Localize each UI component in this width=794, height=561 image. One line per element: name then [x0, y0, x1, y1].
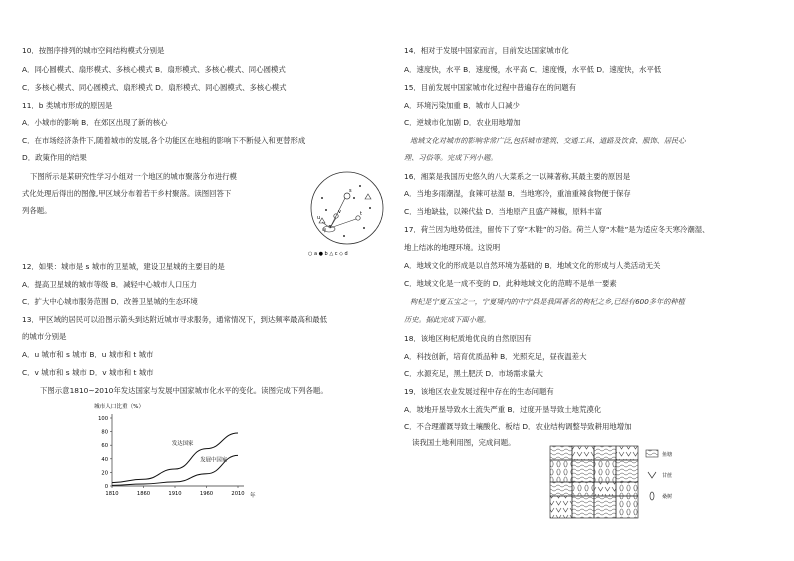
- settlement-distribution-figure: [300, 168, 394, 260]
- x-tick-label: 1860: [136, 491, 151, 497]
- intro1-line2: 式化处理后得出的图像,甲区域分布着若干乡村聚落。读图回答下: [22, 189, 232, 198]
- legend-mulberry-label: 桑树: [662, 494, 673, 500]
- q17-options-ab: A．地域文化的形成是以自然环境为基础的 B．地域文化的形成与人类活动无关: [404, 261, 661, 270]
- y-tick-label: 100: [98, 416, 108, 422]
- q16-options-cd: C．当地缺盐，以辣代盐 D．当地原产且盛产辣椒，原料丰富: [404, 207, 602, 216]
- legend-mulberry-icon: [650, 492, 654, 500]
- x-tick-label: 1960: [199, 491, 214, 497]
- city-label-t: t: [360, 211, 362, 217]
- x-tick-label: 2010: [231, 491, 245, 497]
- q12-options-ab: A．提高卫星城的城市等级 B．减轻中心城市人口压力: [22, 280, 198, 289]
- q16-options-ab: A．当地多雨潮湿，食辣可祛湿 B．当地寒冷，重油重辣食物便于保存: [404, 189, 631, 198]
- q13-stem-line2: 的城市分别是: [22, 332, 67, 341]
- q15-options-ab: A．环境污染加重 B．城市人口减少: [404, 101, 520, 110]
- intro3: 读我国土地利用图，完成问题。: [412, 438, 516, 447]
- urbanization-line-chart: [80, 398, 265, 500]
- q13-options-cd: C．v 城市和 s 城市 D．v 城市和 t 城市: [22, 368, 154, 377]
- q13-options-ab: A．u 城市和 s 城市 B．u 城市和 t 城市: [22, 350, 154, 359]
- x-tick-label: 1910: [168, 491, 182, 497]
- passage1-line1: 地域文化对城市的影响非常广泛,包括城市建筑、交通工具、道路及饮食、服饰、居民心: [410, 136, 686, 145]
- y-tick-label: 40: [101, 456, 108, 463]
- city-label-u: u: [317, 215, 321, 221]
- q11-stem: 11．b 类城市形成的原因是: [22, 101, 113, 110]
- x-tick-label: 1810: [105, 491, 119, 497]
- city-label-v: v: [338, 209, 341, 215]
- q18-options-ab: A．科技创新，培育优质品种 B．光照充足，昼夜温差大: [404, 352, 587, 361]
- y-tick-label: 60: [101, 443, 108, 450]
- region-label-jia: 甲: [322, 229, 327, 234]
- series-label-developing: 发展中国家: [200, 457, 228, 464]
- legend-sugarcane-label: 甘蔗: [662, 473, 673, 479]
- legend-fishpond-label: 鱼塘: [662, 452, 673, 458]
- passage2-line2: 历史。据此完成下面小题。: [404, 315, 491, 324]
- intro1-line3: 列各题。: [22, 206, 52, 215]
- q14-options: A．速度快，水平 B．速度慢，水平高 C．速度慢，水平低 D．速度快，水平低: [404, 65, 662, 74]
- intro2: 下图示意1810~2010年发达国家与发展中国家城市化水平的变化。读图完成下列各题。: [40, 386, 328, 395]
- y-tick-label: 80: [101, 429, 108, 436]
- chart-ylabel: 城市人口比重（%）: [94, 404, 145, 410]
- land-use-figure: [548, 444, 698, 520]
- q12-options-cd: C．扩大中心城市服务范围 D．改善卫星城的生态环境: [22, 297, 198, 306]
- q18-options-cd: C．水源充足，黑土肥沃 D．市场需求量大: [404, 369, 543, 378]
- q15-stem: 15．目前发展中国家城市化过程中普遍存在的问题有: [404, 83, 577, 92]
- city-label-s: s: [349, 188, 352, 194]
- chart-xlabel: 年: [250, 493, 256, 499]
- q10-stem: 10．按图序排列的城市空间结构模式分别是: [22, 46, 165, 55]
- passage2-line1: 枸杞是宁夏五宝之一，宁夏境内的中宁县是我国著名的枸杞之乡,已经有600多年的种植: [410, 297, 685, 306]
- q11-option-c: C．在市场经济条件下,随着城市的发展,各个功能区在地租的影响下不断侵入和更替形成: [22, 136, 306, 145]
- q11-options-ab: A．小城市的影响 B．在郊区出现了新的核心: [22, 118, 168, 127]
- q13-stem-line1: 13．甲区域的居民可以沿图示箭头到达附近城市寻求服务，通常情况下，到达频率最高和最低: [22, 315, 328, 324]
- y-tick-label: 0: [104, 484, 108, 490]
- y-tick-label: 20: [101, 470, 108, 477]
- figure-legend: ○ a ● b △ c ◇ d: [308, 251, 348, 257]
- q16-stem: 16．湘菜是我国历史悠久的八大菜系之一以辣著称,其最主要的原因是: [404, 172, 631, 181]
- q15-options-cd: C．逆城市化加剧 D．农业用地增加: [404, 118, 521, 127]
- q17-options-cd: C．地域文化是一成不变的 D．此种地域文化的范畴不是单一要素: [404, 279, 617, 288]
- legend-sugarcane-icon: [648, 472, 656, 478]
- q18-stem: 18．该地区枸杞质地优良的自然原因有: [404, 334, 532, 343]
- q11-option-d: D．政策作用的结果: [22, 153, 87, 162]
- intro1-line1: 下图所示是某研究性学习小组对一个地区的城市聚落分布进行模: [30, 172, 237, 181]
- series-label-developed: 发达国家: [171, 441, 194, 448]
- q19-stem: 19．该地区农业发展过程中存在的生态问题有: [404, 387, 554, 396]
- q19-options-cd: C．不合理灌溉导致土壤酸化、板结 D．农业结构调整导致耕用地增加: [404, 422, 632, 431]
- q12-stem: 12．如果：城市是 s 城市的卫星城，建设卫星城的主要目的是: [22, 262, 225, 271]
- q19-options-ab: A．坡地开垦导致水土流失严重 B．过度开垦导致土地荒漠化: [404, 405, 602, 414]
- q10-options-cd: C．多核心模式、同心圆模式、扇形模式 D．扇形模式、同心圆模式、多核心模式: [22, 83, 287, 92]
- q10-options-ab: A．同心圆模式、扇形模式、多核心模式 B．扇形模式、多核心模式、同心圆模式: [22, 65, 286, 74]
- passage1-line2: 理、习俗等。完成下列小题。: [404, 153, 498, 162]
- q17-stem-line1: 17．荷兰因为地势低洼，留传下了穿“木鞋”的习俗。荷兰人穿“木鞋”是为适应冬天寒冷潮湿、: [404, 225, 710, 234]
- legend-fishpond-swatch: [646, 450, 658, 457]
- q14-stem: 14．相对于发展中国家而言，目前发达国家城市化: [404, 46, 569, 55]
- q17-stem-line2: 地上结冰的地理环境。这说明: [404, 243, 501, 252]
